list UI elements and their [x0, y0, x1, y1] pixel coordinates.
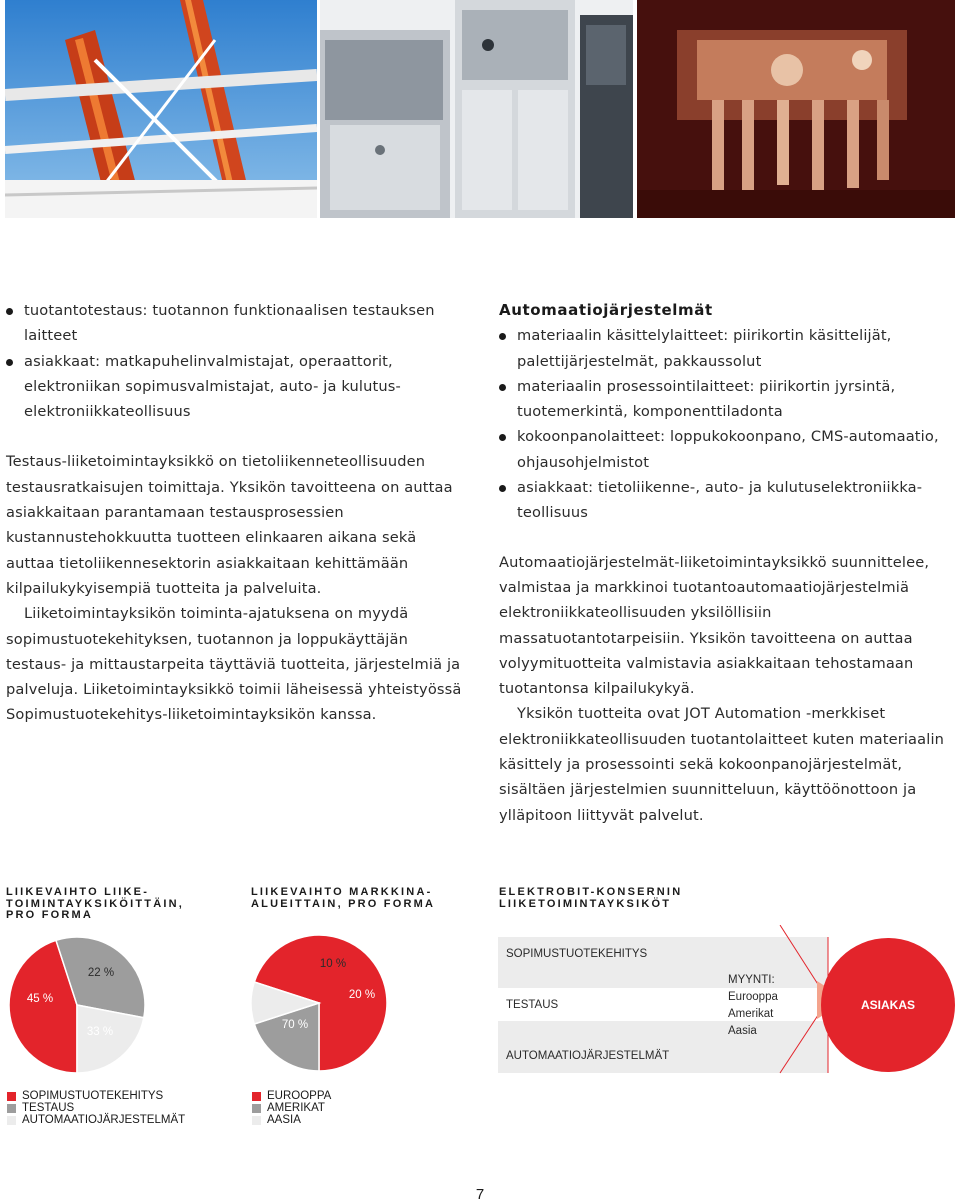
production-testing-list [6, 298, 466, 424]
legend-swatch [252, 1104, 261, 1113]
customer-label: ASIAKAS [860, 998, 916, 1012]
unit-label-automation: AUTOMAATIOJÄRJESTELMÄT [506, 1050, 670, 1062]
unit-label-testing: TESTAUS [506, 999, 559, 1011]
pie-data-label: 10 % [319, 958, 347, 970]
pie-chart-business-units [0, 925, 200, 1085]
legend-swatch [252, 1116, 261, 1125]
left-column [6, 298, 466, 728]
chart-title-group-units: ELEKTROBIT-KONSERNIN LIIKETOIMINTAYKSIKÖT [499, 886, 683, 910]
list-item: asiakkaat: matkapuhelinvalmistajat, operaattorit, elektroniikan sopimusvalmistajat, auto- ja kulutus-elektroniikkateollisuus [6, 349, 466, 425]
legend-swatch [252, 1092, 261, 1101]
automation-list [499, 323, 959, 525]
legend-label: SOPIMUSTUOTEKEHITYS [22, 1090, 164, 1102]
pie-chart-market-areas [240, 925, 440, 1085]
products-paragraph: Yksikön tuotteita ovat JOT Automation -merkkiset elektroniikkateollisuuden tuotantolaitteet kuten materiaalin käsittely ja prosessointi sekä kokoonpanojärjestelmät, sisältäen järjestelmien suunnitteluun, käyttöönottoon ja ylläpitoon liittyvät palvelut. [499, 705, 945, 824]
legend-swatch [7, 1092, 16, 1101]
legend-swatch [7, 1104, 16, 1113]
sales-title: MYYNTI: [728, 974, 775, 986]
legend-item [7, 1115, 185, 1127]
legend-item [252, 1103, 331, 1115]
legend-label: AUTOMAATIOJÄRJESTELMÄT [22, 1113, 186, 1126]
sales-region: Aasia [728, 1025, 757, 1037]
sales-region: Amerikat [728, 1008, 774, 1020]
list-item: kokoonpanolaitteet: loppukokoonpano, CMS-automaatio, ohjausohjelmistot [499, 424, 959, 475]
section-heading: Automaatiojärjestelmät [499, 301, 713, 319]
test-equipment-photo [320, 0, 633, 218]
page-number: 7 [475, 1186, 485, 1203]
robotic-gripper-photo [637, 0, 955, 218]
automation-unit-paragraph: Automaatiojärjestelmät-liiketoimintayksikkö suunnittelee, valmistaa ja markkinoi tuotantoautomaatiojärjestelmiä elektroniikkateollisuuden yksilöllisiin massatuotantotarpeisiin. Yksikön tavoitteena on auttaa volyymituotteita valmistavia asiakkaitaan tehostamaan tuotantonsa kilpailukykyä. [499, 553, 930, 698]
chart-title-market-areas: LIIKEVAIHTO MARKKINA-ALUEITTAIN, PRO FORMA [251, 886, 436, 910]
legend-item [252, 1115, 331, 1127]
legend-business-units [7, 1091, 185, 1126]
pie-data-label: 33 % [86, 1026, 114, 1038]
business-units-diagram [490, 925, 960, 1075]
legend-label: EUROOPPA [267, 1090, 332, 1102]
pie-data-label: 45 % [26, 993, 54, 1005]
sales-region: Eurooppa [728, 991, 778, 1003]
testing-unit-paragraph: Testaus-liiketoimintayksikkö on tietoliikenneteollisuuden testausratkaisujen toimittaja. Yksikön tavoitteena on auttaa asiakkaitaan parantamaan testausprosessien kustannustehokkuutta tuotteen elinkaaren aikana sekä auttaa tietoliikennesektorin asiakkaitaan kehittämään kilpailukykyisempiä tuotteita ja palveluita. [6, 453, 453, 597]
antenna-tower-photo [5, 0, 317, 218]
list-item: materiaalin käsittelylaitteet: piirikortin käsittelijät, palettijärjestelmät, pakkaussolut [499, 323, 959, 374]
business-idea-paragraph: Liiketoimintayksikön toiminta-ajatuksena on myydä sopimustuotekehityksen, tuotannon ja loppukäyttäjän testaus- ja mittaustarpeita täyttäviä tuotteita, järjestelmiä ja palveluja. Liiketoimintayksikkö toimii läheisessä yhteistyössä Sopimustuotekehitys-liiketoimintayksikön kanssa. [6, 605, 462, 724]
chart-title-business-units: LIIKEVAIHTO LIIKE-TOIMINTAYKSIKÖITTÄIN, PRO FORMA [6, 886, 185, 922]
list-item: tuotantotestaus: tuotannon funktionaalisen testauksen laitteet [6, 298, 466, 349]
legend-item [7, 1103, 185, 1115]
legend-label: AMERIKAT [267, 1101, 325, 1114]
right-column [499, 298, 959, 828]
list-item: materiaalin prosessointilaitteet: piirikortin jyrsintä, tuotemerkintä, komponenttiladonta [499, 374, 959, 425]
legend-market-areas [252, 1091, 331, 1126]
pie-data-label: 70 % [281, 1019, 309, 1031]
legend-label: TESTAUS [22, 1101, 75, 1114]
pie-slice-automaatioj-rjestelm-t [77, 1005, 144, 1073]
legend-swatch [7, 1116, 16, 1125]
list-item: asiakkaat: tietoliikenne-, auto- ja kulutuselektroniikka-teollisuus [499, 475, 959, 526]
pie-data-label: 22 % [87, 967, 115, 979]
unit-label-contract-rd: SOPIMUSTUOTEKEHITYS [506, 948, 648, 960]
pie-data-label: 20 % [348, 989, 376, 1001]
legend-label: AASIA [267, 1113, 301, 1126]
